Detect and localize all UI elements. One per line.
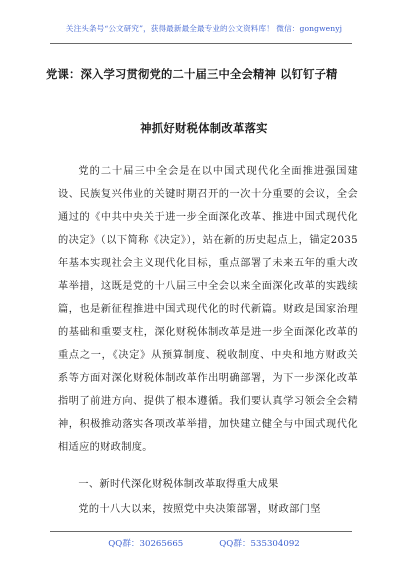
footer-qq-group-1[interactable]: QQ群：30265665 (108, 539, 184, 549)
footer-qq-group-2[interactable]: QQ群：535304092 (219, 539, 300, 549)
header-banner[interactable]: 关注头条号“公文研究”，获得最新最全最专业的公文资料库！ 微信：gongwenyj (65, 24, 343, 33)
paragraph-1: 党的二十届三中全会是在以中国式现代化全面推进强国建设、民族复兴伟业的关键时期召开的一次十分重要的会议，全会通过的《中共中央关于进一步全面深化改革、推进中国式现代化的决定》（以下简称《决定》），站在新的历史起点上，锚定2035年基本实现社会主义现代化目标，重点部署了未来五年的重大改革举措，这既是党的十八届三中全会以来全面深化改革的实践续篇，也是新征程推进中国式现代化的时代新篇。财政是国家治理的基础和重要支柱，深化财税体制改革是进一步全面深化改革的重点之一，《决定》从预算制度、税收制度、中央和地方财政关系等方面对深化财税体制改革作出明确部署，为下一步深化改革指明了前进方向、提供了根本遵循。我们要认真学习领会全会精神，积极推动落实各项改革举措，加快建立健全与中国式现代化相适应的财政制度。 (58, 166, 358, 453)
document-title-line-2: 神抓好财税体制改革落实 (140, 121, 268, 135)
body-text (58, 160, 358, 459)
footer (0, 537, 408, 549)
section-heading: 一、新时代深化财税体制改革取得重大成果 (78, 479, 279, 490)
header-divider (50, 43, 352, 44)
footer-divider (50, 531, 352, 532)
document-title-line-1: 党课：深入学习贯彻党的二十届三中全会精神 以钉钉子精 (46, 67, 338, 81)
paragraph-2-start: 党的十八大以来，按照党中央决策部署，财政部门坚 (78, 504, 321, 515)
